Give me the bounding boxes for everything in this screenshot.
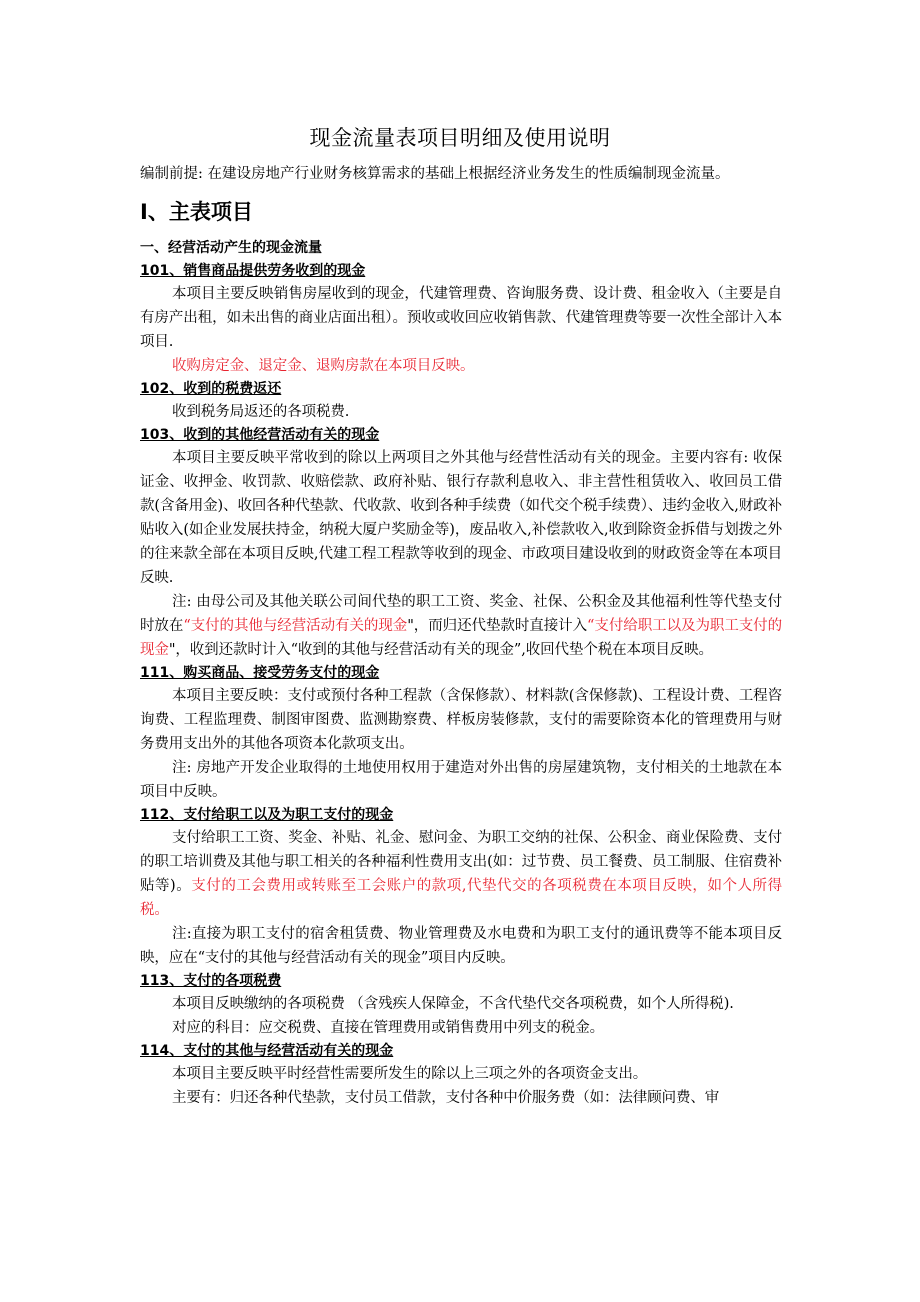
item-101-highlight: 收购房定金、退定金、退购房款在本项目反映。 xyxy=(172,358,475,374)
item-112-note: 注:直接为职工支付的宿舍租赁费、物业管理费及水电费和为职工支付的通讯费等不能本项目反映，应在“支付的其他与经营活动有关的现金”项目内反映。 xyxy=(140,926,782,966)
item-103-note-text-c: "，收到还款时计入“收到的其他与经营活动有关的现金”,收回代垫个税在本项目反映。 xyxy=(168,642,713,658)
item-103-note-text-b: "，而归还代垫款时直接计入 xyxy=(407,618,588,634)
item-113-accounts: 对应的科目：应交税费、直接在管理费用或销售费用中列支的税金。 xyxy=(172,1020,604,1036)
item-103-note-red-2: “支付给职工以及为职工支付的现金 xyxy=(140,618,783,658)
item-103-paragraph: 本项目主要反映平常收到的除以上两项目之外其他与经营性活动有关的现金。主要内容有: 收保证金、收押金、收罚款、收赔偿款、政府补贴、银行存款利息收入、非主营性租赁收入、收回员工借款(含备用金)、收回各种代垫款、代收款、收到各种手续费（如代交个税手续费）、违约金收入,财政补贴收入(如企业发展扶持金，纳税大厦户奖励金等)，废品收入,补偿款收入,收到除资金拆借与划拨之外的往来款全部在本项目反映,代建工程工程款等收到的现金、市政项目建设收到的财政资金等在本项目反映. xyxy=(140,450,782,586)
item-103-note-text-a: 注: 由母公司及其他关联公司间代垫的职工工资、奖金、社保、公积金及其他福利性等代垫支付时放在 xyxy=(140,594,782,634)
item-heading-114: 114、支付的其他与经营活动有关的现金 xyxy=(140,1043,394,1059)
item-112-paragraph xyxy=(140,826,782,922)
document-title: 现金流量表项目明细及使用说明 xyxy=(309,126,611,150)
section-heading: 一、经营活动产生的现金流量 xyxy=(140,240,322,256)
document-body xyxy=(140,234,782,1110)
item-114-paragraph: 本项目主要反映平时经营性需要所发生的除以上三项之外的各项资金支出。 xyxy=(172,1066,648,1082)
item-114-details: 主要有：归还各种代垫款，支付员工借款，支付各种中价服务费（如：法律顾问费、审 xyxy=(172,1090,720,1106)
item-heading-113: 113、支付的各项税费 xyxy=(140,973,282,989)
item-111-paragraph: 本项目主要反映：支付或预付各种工程款（含保修款）、材料款(含保修款)、工程设计费、工程咨询费、工程监理费、制图审图费、监测勘察费、样板房装修款，支付的需要除资本化的管理费用与财务费用支出外的其他各项资本化款项支出。 xyxy=(140,688,782,752)
item-heading-103: 103、收到的其他经营活动有关的现金 xyxy=(140,427,380,443)
item-101-paragraph: 本项目主要反映销售房屋收到的现金，代建管理费、咨询服务费、设计费、租金收入（主要是自有房产出租，如未出售的商业店面出租）。预收或收回应收销售款、代建管理费等要一次性全部计入本项目. xyxy=(140,286,782,350)
item-112-text: 支付给职工工资、奖金、补贴、礼金、慰问金、为职工交纳的社保、公积金、商业保险费、支付的职工培训费及其他与职工相关的各种福利性费用支出(如：过节费、员工餐费、员工制服、住宿费补贴等)。 xyxy=(140,830,782,894)
preface-text: 编制前提: 在建设房地产行业财务核算需求的基础上根据经济业务发生的性质编制现金流量。 xyxy=(140,166,730,182)
item-heading-112: 112、支付给职工以及为职工支付的现金 xyxy=(140,807,394,823)
item-112-highlight: 支付的工会费用或转账至工会账户的款项,代垫代交的各项税费在本项目反映，如个人所得税。 xyxy=(140,878,782,918)
item-heading-102: 102、收到的税费返还 xyxy=(140,381,282,397)
item-103-note-red-1: “支付的其他与经营活动有关的现金 xyxy=(183,618,408,634)
item-113-paragraph: 本项目反映缴纳的各项税费 （含残疾人保障金，不含代垫代交各项税费，如个人所得税). xyxy=(172,996,734,1012)
part-heading: Ⅰ、主表项目 xyxy=(140,200,253,224)
item-heading-111: 111、购买商品、接受劳务支付的现金 xyxy=(140,665,380,681)
item-heading-101: 101、销售商品提供劳务收到的现金 xyxy=(140,263,366,279)
item-103-note xyxy=(140,590,782,662)
item-111-note: 注: 房地产开发企业取得的土地使用权用于建造对外出售的房屋建筑物，支付相关的土地款在本项目中反映。 xyxy=(140,760,782,800)
item-102-paragraph: 收到税务局返还的各项税费. xyxy=(172,404,350,420)
